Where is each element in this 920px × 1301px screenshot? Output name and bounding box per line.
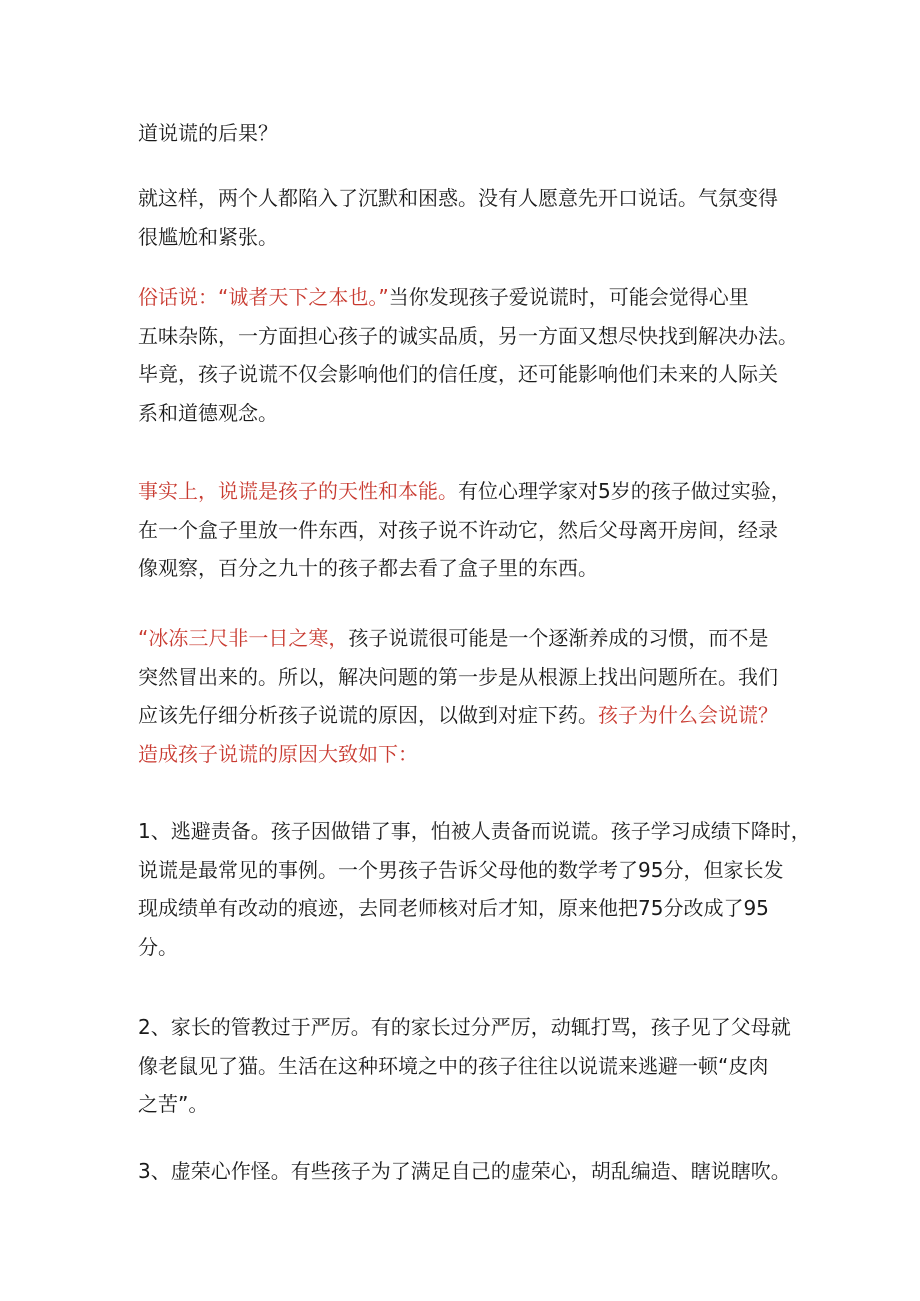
paragraph-2 bbox=[138, 179, 798, 256]
text-line bbox=[138, 696, 798, 735]
highlight-question: 孩子为什么会说谎？ bbox=[598, 703, 778, 727]
list-item-1 bbox=[138, 812, 811, 966]
text-segment: 孩子说谎很可能是一个逐渐养成的习惯，而不是 bbox=[348, 626, 769, 650]
text-line: 之苦”。 bbox=[138, 1092, 209, 1116]
text-segment: 当你发现孩子爱说谎时，可能会觉得心里 bbox=[388, 285, 749, 309]
paragraph-5 bbox=[138, 619, 798, 773]
text-line: 就这样，两个人都陷入了沉默和困惑。没有人愿意先开口说话。气氛变得 bbox=[138, 186, 778, 210]
text-line: 像老鼠见了猫。生活在这种环境之中的孩子往往以说谎来逃避一顿“皮肉 bbox=[138, 1053, 769, 1078]
highlight-quote: 俗话说：“诚者天下之本也。” bbox=[138, 285, 389, 309]
text-line: 分。 bbox=[138, 934, 178, 959]
text-line: 突然冒出来的。所以，解决问题的第一步是从根源上找出问题所在。我们 bbox=[138, 664, 778, 689]
text-line bbox=[138, 619, 798, 658]
text-line: 1、逃避责备。孩子因做错了事，怕被人责备而说谎。孩子学习成绩下降时， bbox=[138, 819, 811, 843]
text-line bbox=[138, 472, 798, 511]
text-line: 说谎是最常见的事例。一个男孩子告诉父母他的数学考了95分，但家长发 bbox=[138, 857, 784, 882]
section-heading: 造成孩子说谎的原因大致如下： bbox=[138, 741, 418, 766]
highlight-statement: 事实上，说谎是孩子的天性和本能。 bbox=[138, 479, 458, 503]
text-line: 道说谎的后果？ bbox=[138, 121, 278, 145]
text-line: 现成绩单有改动的痕迹，去同老师核对后才知，原来他把75分改成了95 bbox=[138, 896, 769, 920]
text-line: 像观察，百分之九十的孩子都去看了盒子里的东西。 bbox=[138, 556, 598, 580]
paragraph-4 bbox=[138, 472, 798, 588]
text-segment: 应该先仔细分析孩子说谎的原因，以做到对症下药。 bbox=[138, 703, 598, 727]
text-segment: 有位心理学家对5岁的孩子做过实验， bbox=[458, 479, 791, 503]
text-line: 3、虚荣心作怪。有些孩子为了满足自己的虚荣心，胡乱编造、瞎说瞎吹。 bbox=[138, 1159, 791, 1183]
text-line: 五味杂陈，一方面担心孩子的诚实品质，另一方面又想尽快找到解决办法。 bbox=[138, 323, 798, 348]
text-line: 毕竟，孩子说谎不仅会影响他们的信任度，还可能影响他们未来的人际关 bbox=[138, 362, 778, 386]
text-line: 在一个盒子里放一件东西，对孩子说不许动它，然后父母离开房间，经录 bbox=[138, 517, 778, 542]
text-line bbox=[138, 278, 798, 317]
text-line: 2、家长的管教过于严厉。有的家长过分严厉，动辄打骂，孩子见了父母就 bbox=[138, 1015, 791, 1039]
highlight-proverb: “冰冻三尺非一日之寒， bbox=[138, 626, 349, 650]
list-item-3 bbox=[138, 1152, 818, 1191]
list-item-2 bbox=[138, 1008, 798, 1124]
paragraph-1 bbox=[138, 114, 798, 153]
text-line: 很尴尬和紧张。 bbox=[138, 224, 278, 249]
text-line: 系和道德观念。 bbox=[138, 400, 278, 425]
paragraph-3 bbox=[138, 278, 798, 432]
